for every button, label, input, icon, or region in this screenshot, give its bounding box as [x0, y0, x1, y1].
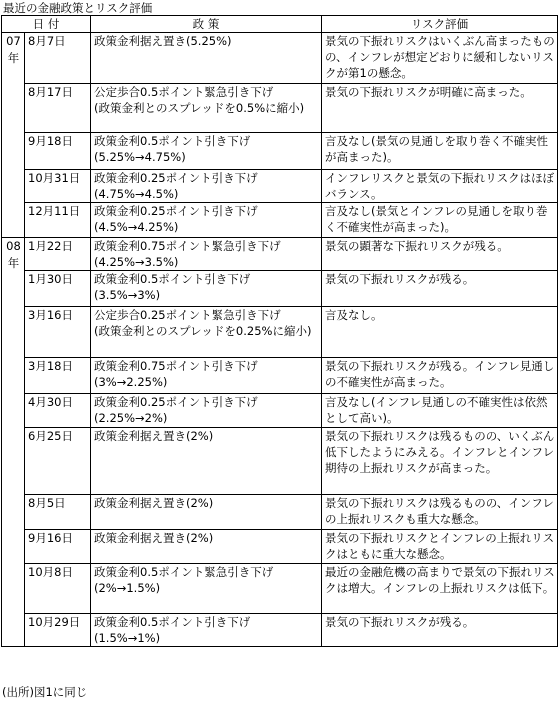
risk-cell: 最近の金融危機の高まりで景気の下振れリスクは増大。インフレの上振れリスクは低下。: [322, 564, 558, 614]
policy-line: (4.5%→4.25%): [94, 220, 179, 234]
policy-line: 政策金利0.25ポイント引き下げ: [94, 204, 258, 218]
date-cell: 3月18日: [25, 358, 91, 394]
policy-column-header: 政 策: [91, 16, 322, 33]
year-cell: [2, 33, 25, 238]
policy-line: (4.75%→4.5%): [94, 187, 179, 201]
risk-cell: 景気の下振れリスクが残る。: [322, 614, 558, 647]
table-row: [2, 614, 558, 647]
date-cell: 6月25日: [25, 428, 91, 495]
risk-cell: 景気の下振れリスクが明確に高まった。: [322, 84, 558, 133]
policy-line: (3.5%→3%): [94, 288, 161, 302]
policy-cell: [91, 614, 322, 647]
risk-cell: 景気の下振れリスクは残るものの、いくぶん低下したようにみえる。インフレとインフレ期待の上振れリスクが高まった。: [322, 428, 558, 495]
risk-cell: 景気の下振れリスクとインフレの上振れリスクはともに重大な懸念。: [322, 530, 558, 564]
risk-cell: インフレリスクと景気の下振れリスクはほぼバランス。: [322, 170, 558, 203]
table-row: [2, 530, 558, 564]
policy-line: 政策金利0.5ポイント引き下げ: [94, 272, 251, 286]
year-suffix: 年: [7, 51, 20, 65]
policy-line: (2%→1.5%): [94, 581, 161, 595]
policy-line: (1.5%→1%): [94, 631, 161, 645]
date-cell: 1月22日: [25, 238, 91, 271]
date-cell: 9月16日: [25, 530, 91, 564]
table-row: [2, 358, 558, 394]
policy-line: 公定歩合0.5ポイント緊急引き下げ: [94, 85, 274, 99]
policy-cell: [91, 33, 322, 84]
year-cell: [2, 238, 25, 647]
policy-line: 政策金利0.5ポイント引き下げ: [94, 134, 251, 148]
policy-cell: [91, 203, 322, 238]
policy-line: 政策金利据え置き(5.25%): [94, 34, 232, 48]
date-cell: 3月16日: [25, 307, 91, 358]
policy-cell: [91, 238, 322, 271]
risk-column-header: リスク評価: [322, 16, 558, 33]
policy-line: (政策金利とのスプレッドを0.25%に縮小): [94, 324, 312, 338]
policy-line: 政策金利0.25ポイント引き下げ: [94, 395, 258, 409]
year-number: 08: [6, 239, 21, 253]
date-cell: 4月30日: [25, 394, 91, 428]
policy-line: (5.25%→4.75%): [94, 150, 186, 164]
date-cell: 8月5日: [25, 495, 91, 530]
date-cell: 1月30日: [25, 271, 91, 307]
policy-cell: [91, 564, 322, 614]
table-row: [2, 307, 558, 358]
risk-cell: 景気の下振れリスクが残る。インフレ見通しの不確実性が高まった。: [322, 358, 558, 394]
policy-cell: [91, 530, 322, 564]
policy-line: 政策金利0.5ポイント引き下げ: [94, 615, 251, 629]
risk-cell: 言及なし(景気とインフレの見通しを取り巻く不確実性が高まった)。: [322, 203, 558, 238]
policy-cell: [91, 170, 322, 203]
policy-line: 政策金利0.75ポイント緊急引き下げ: [94, 239, 281, 253]
date-cell: 10月29日: [25, 614, 91, 647]
table-row: [2, 33, 558, 84]
policy-cell: [91, 495, 322, 530]
risk-cell: 言及なし(景気の見通しを取り巻く不確実性が高まった)。: [322, 133, 558, 170]
policy-line: (2.25%→2%): [94, 411, 168, 425]
risk-cell: 景気の下振れリスクはいくぶん高まったものの、インフレが想定どおりに緩和しないリスクが第1の懸念。: [322, 33, 558, 84]
risk-cell: 言及なし(インフレ見通しの不確実性は依然として高い)。: [322, 394, 558, 428]
table-row: [2, 428, 558, 495]
date-cell: 8月17日: [25, 84, 91, 133]
policy-cell: [91, 394, 322, 428]
table-row: [2, 238, 558, 271]
date-cell: 10月8日: [25, 564, 91, 614]
date-cell: 12月11日: [25, 203, 91, 238]
table-header-row: [2, 16, 558, 33]
policy-cell: [91, 133, 322, 170]
policy-line: 政策金利据え置き(2%): [94, 531, 214, 545]
policy-line: 政策金利据え置き(2%): [94, 496, 214, 510]
table-row: [2, 133, 558, 170]
policy-cell: [91, 307, 322, 358]
year-number: 07: [6, 34, 21, 48]
table-title: 最近の金融政策とリスク評価: [3, 1, 153, 15]
table-body: [2, 33, 558, 647]
table-row: [2, 170, 558, 203]
policy-cell: [91, 358, 322, 394]
policy-cell: [91, 84, 322, 133]
policy-line: (4.25%→3.5%): [94, 255, 179, 269]
policy-risk-table: [1, 15, 558, 647]
table-row: [2, 203, 558, 238]
policy-cell: [91, 428, 322, 495]
policy-line: 政策金利0.25ポイント引き下げ: [94, 171, 258, 185]
policy-line: 政策金利0.75ポイント引き下げ: [94, 359, 258, 373]
policy-line: 公定歩合0.25ポイント緊急引き下げ: [94, 308, 281, 322]
table-row: [2, 564, 558, 614]
table-row: [2, 84, 558, 133]
risk-cell: 言及なし。: [322, 307, 558, 358]
risk-cell: 景気の顕著な下振れリスクが残る。: [322, 238, 558, 271]
table-row: [2, 271, 558, 307]
date-cell: 10月31日: [25, 170, 91, 203]
source-note: (出所)図1に同じ: [2, 685, 88, 699]
risk-cell: 景気の下振れリスクは残るものの、インフレの上振れリスクも重大な懸念。: [322, 495, 558, 530]
risk-cell: 景気の下振れリスクが残る。: [322, 271, 558, 307]
date-cell: 8月7日: [25, 33, 91, 84]
policy-line: (政策金利とのスプレッドを0.5%に縮小): [94, 101, 305, 115]
policy-line: 政策金利0.5ポイント緊急引き下げ: [94, 565, 274, 579]
date-cell: 9月18日: [25, 133, 91, 170]
policy-line: (3%→2.25%): [94, 375, 168, 389]
policy-cell: [91, 271, 322, 307]
policy-line: 政策金利据え置き(2%): [94, 429, 214, 443]
table-row: [2, 495, 558, 530]
year-suffix: 年: [7, 256, 20, 270]
date-column-header: 日 付: [2, 16, 91, 33]
table-row: [2, 394, 558, 428]
